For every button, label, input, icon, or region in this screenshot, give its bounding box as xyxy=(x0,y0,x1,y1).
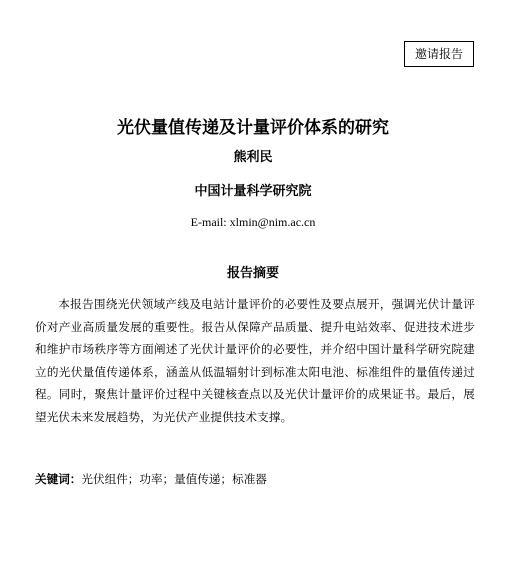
abstract-heading: 报告摘要 xyxy=(226,266,279,281)
invited-report-tag xyxy=(404,41,474,67)
abstract-body: 本报告围绕光伏领域产线及电站计量评价的必要性及要点展开，强调光伏计量评价对产业高质量发展的重要性。报告从保障产品质量、提升电站效率、促进技术进步和维护市场秩序等方面阐述了光伏计量评价的必要性，并介绍中国计量科学研究院建立的光伏量值传递体系，涵盖从低温辐射计到标准太阳电池、标准组件的量值传递过程。同时，聚焦计量评价过程中关键核查点以及光伏计量评价的成果证书。最后，展望光伏未来发展趋势，为光伏产业提供技术支撑。 xyxy=(35,297,475,424)
author-name: 熊利民 xyxy=(233,150,273,165)
keywords-label: 关键词： xyxy=(35,472,82,486)
paper-title: 光伏量值传递及计量评价体系的研究 xyxy=(117,118,389,138)
author-affiliation: 中国计量科学研究院 xyxy=(194,184,312,199)
invited-report-tag-label: 邀请报告 xyxy=(414,47,463,61)
author-email: E-mail: xlmin@nim.ac.cn xyxy=(190,215,316,229)
keywords-text: 光伏组件；功率；量值传递；标准器 xyxy=(81,472,267,486)
keywords-line xyxy=(35,470,475,488)
